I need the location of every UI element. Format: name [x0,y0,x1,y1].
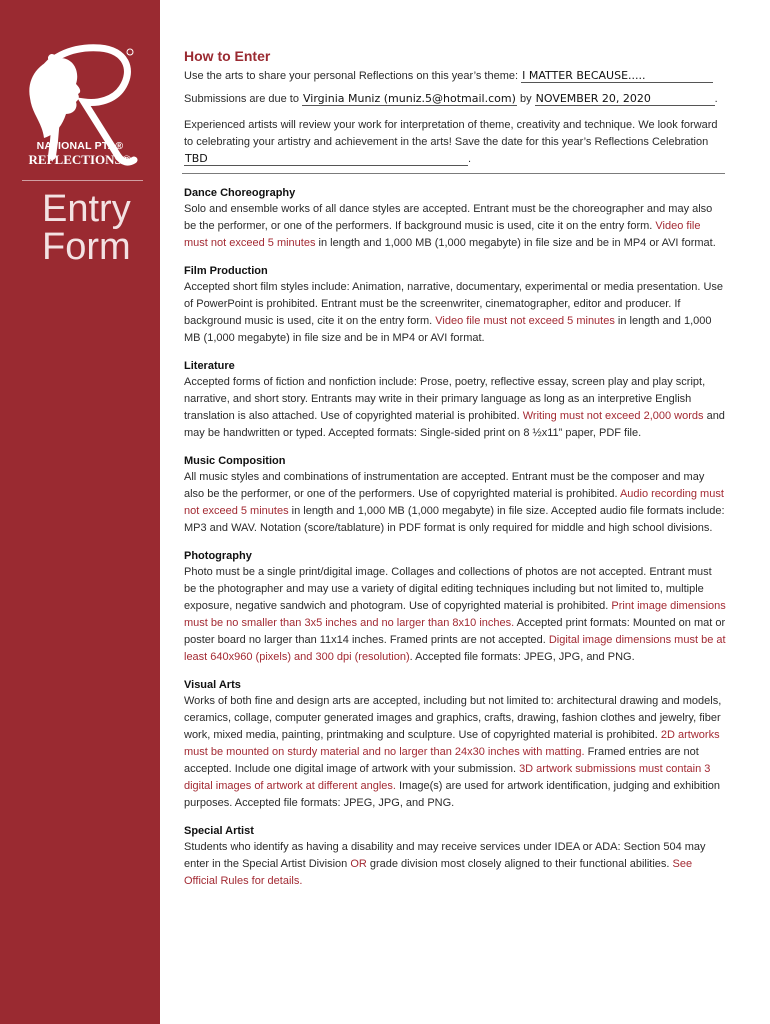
dance-text [184,201,726,252]
photography-text [184,564,726,666]
music-text-2: in length and 1,000 MB (1,000 megabyte) in file size. Accepted audio file formats include: MP3 and WAV. Notation (score/tablature) in PDF format is only required for middle and high school divisions. [184,505,725,534]
visual-text-2: Framed entries are not accepted. Include one digital image of artwork with your submission. [184,746,699,775]
special-artist-heading: Special Artist [184,825,254,837]
special-text-2: grade division most closely aligned to their functional abilities. [366,858,673,870]
dance-highlight: Video file must not exceed 5 minutes [184,220,701,249]
due-date-field[interactable]: NOVEMBER 20, 2020 [535,92,715,106]
section-visual-arts [184,678,726,812]
theme-field[interactable]: I MATTER BECAUSE..... [521,69,713,83]
due-line: Submissions are due to Virginia Muniz (muniz.5@hotmail.com) by NOVEMBER 20, 2020 . [184,92,718,105]
photo-text-2: Accepted print formats: Mounted on mat or poster board no larger than 11x14 inches. Framed prints are not accepted. [184,617,726,646]
special-text-1: Students who identify as having a disability and may receive services under IDEA or ADA: Section 504 may enter in the Special Artist Division [184,841,706,870]
photography-heading: Photography [184,550,252,562]
special-artist-text [184,839,726,890]
photo-highlight-1: Print image dimensions must be no smaller than 3x5 inches and no larger than 8x10 inches. [184,600,726,629]
theme-line [184,68,726,85]
section-dance [184,186,726,252]
by-label: by [519,93,532,105]
section-literature [184,359,726,442]
music-text-1: All music styles and combinations of instrumentation are accepted. Entrant must be the composer and may also be the performer, or one of the performers. Use of copyrighted material is prohibited. [184,471,705,500]
literature-text [184,374,726,442]
section-music [184,454,726,537]
celebration-field[interactable]: TBD [184,152,468,166]
literature-heading: Literature [184,360,235,372]
section-photography [184,549,726,666]
photo-text-3: . Accepted file formats: JPEG, JPG, and PNG. [409,651,635,663]
special-or: OR [350,858,367,870]
film-highlight: Video file must not exceed 5 minutes [435,315,615,327]
film-text-1: Accepted short film styles include: Animation, narrative, documentary, experimental or media presentation. Use of PowerPoint is prohibited. Entrant must be the screenwriter, cinematographer, editor and producer. If background music is used, cite it on the entry form. [184,281,724,327]
main-content [184,48,726,902]
film-text [184,279,726,347]
section-film [184,264,726,347]
section-divider [182,173,725,174]
visual-arts-heading: Visual Arts [184,679,241,691]
how-to-enter-heading: How to Enter [184,48,271,64]
literature-highlight: Writing must not exceed 2,000 words [522,410,704,422]
visual-arts-text [184,693,726,812]
due-to-field[interactable]: Virginia Muniz (muniz.5@hotmail.com) [303,92,516,105]
photo-highlight-2: Digital image dimensions must be at least 640x960 (pixels) and 300 dpi (resolution) [184,634,726,663]
official-rules-link[interactable]: See Official Rules for details. [184,858,693,887]
visual-text-1: Works of both fine and design arts are accepted, including but not limited to: architectural drawing and models, ceramics, collage, computer generated images and graphics, crafts, drawing, fashion clothes and jewelry, fiber work, mixed media, painting, printmaking and sculpture. Use of copyrighted material is prohibited. [184,695,722,741]
org-name-line2: REFLECTIONS® [28,152,132,167]
visual-text-3: Image(s) are used for artwork identification, judging and exhibition purposes. Accepted file formats: JPEG, JPG, and PNG. [184,780,721,809]
due-label: Submissions are due to [184,93,299,105]
music-heading: Music Composition [184,455,286,467]
music-text [184,469,726,537]
dance-text-1: Solo and ensemble works of all dance styles are accepted. Entrant must be the choreographer and may also be the performer, or one of the performers. If background music is used, cite it on the entry form. [184,203,713,232]
literature-text-1: Accepted forms of fiction and nonfiction include: Prose, poetry, reflective essay, screen play and play script, narrative, and short story. Entrants may write in their primary language as long as an interpretive English translation is also attached. Use of copyrighted material is prohibited. [184,376,706,422]
film-text-2: in length and 1,000 MB (1,000 megabyte) in file size and be in MP4 or AVI format. [184,315,712,344]
theme-label: Use the arts to share your personal Reflections on this year’s theme: [184,70,519,82]
review-text: Experienced artists will review your work for interpretation of theme, creativity and technique. We look forward to celebrating your artistry and achievement in the arts! Save the date for this year’s Reflections Celebration TBD . [184,119,718,165]
visual-highlight-2: 3D artwork submissions must contain 3 digital images of artwork at different angles. [184,763,711,792]
entry-title-line1: Entry [42,188,131,230]
sidebar-divider [22,180,143,181]
film-heading: Film Production [184,265,268,277]
dance-text-2: in length and 1,000 MB (1,000 megabyte) in file size and be in MP4 or AVI format. [315,237,716,249]
review-body: Experienced artists will review your work for interpretation of theme, creativity and technique. We look forward to celebrating your artistry and achievement in the arts! Save the date for this year’s Reflections [184,119,718,148]
celebration-label: Celebration [651,136,709,148]
section-special-artist [184,824,726,890]
dance-heading: Dance Choreography [184,187,296,199]
entry-form-title [42,190,131,266]
org-name-line1: NATIONAL PTA® [36,140,124,152]
photo-text-1: Photo must be a single print/digital image. Collages and collections of photos are not accepted. Entrant must be the photographer and may use a variety of digital editing techniques including but not limited to, multiple exposure, negative sandwich and photogram. Use of copyrighted material is prohibited. [184,566,712,612]
music-highlight: Audio recording must not exceed 5 minutes [184,488,724,517]
sidebar [0,0,160,1024]
visual-highlight-1: 2D artworks must be mounted on sturdy material and no larger than 24x30 inches with matting. [184,729,720,758]
entry-title-line2: Form [42,226,131,268]
literature-text-2: and may be handwritten or typed. Accepted formats: Single-sided print on 8 ½x11” paper, PDF file. [184,410,725,439]
